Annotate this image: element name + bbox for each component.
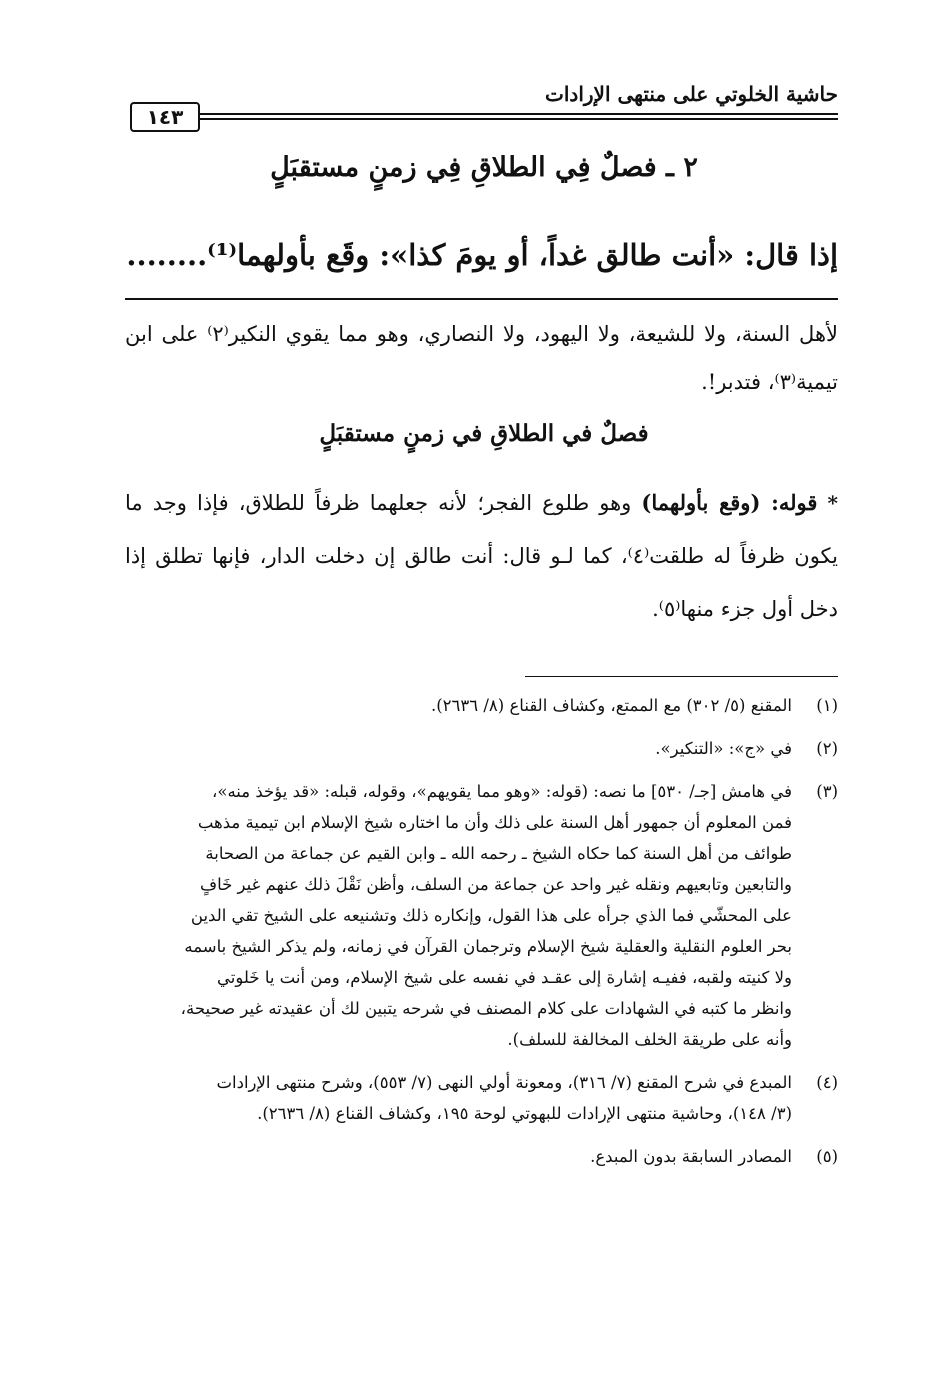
footnote-line: فمن المعلوم أن جمهور أهل السنة على ذلك وأن ما اختاره شيخ الإسلام ابن تيمية مذهب	[197, 813, 792, 832]
footnotes-section	[120, 690, 838, 1184]
header-rule-double	[200, 118, 838, 120]
footnote-number: (٢)	[816, 739, 838, 758]
footnote-line: على المحشّي فما الذي جرأه على هذا القول، وإنكاره ذلك وتشنيعه على الشيخ تقي الدين	[190, 906, 792, 925]
section-heading: فصلٌ في الطلاقِ في زمنٍ مستقبَلٍ	[319, 420, 649, 447]
footnote	[120, 733, 838, 764]
footnote-text	[120, 1067, 792, 1129]
footnote-line: في هامش [جـ/ ٥٣٠] ما نصه: (قوله: «وهو مما يقويهم»، وقوله، قبله: «قد يؤخذ منه»،	[212, 782, 792, 801]
matn-text: إذا قال: «أنت طالق غداً، أو يومَ كذا»: وقَع بأولهما⁽¹⁾........	[126, 238, 838, 272]
matn-divider	[125, 298, 838, 300]
footnote	[120, 690, 838, 721]
footnote-number: (٣)	[816, 782, 838, 801]
footnote-number: (٥)	[816, 1147, 838, 1166]
page-number: ١٤٣	[130, 102, 200, 132]
commentary-text: وهو طلوع الفجر؛ لأنه جعلهما ظرفاً للطلاق، فإذا وجد ما يكون ظرفاً له طلقت⁽٤⁾، كما لـو قال: أنت طالق إن دخلت الدار، فإنها تطلق إذا دخل أول جزء منها⁽٥⁾.	[125, 491, 838, 621]
footnote-line: المبدع في شرح المقنع (٧/ ٣١٦)، ومعونة أولي النهى (٧/ ٥٥٣)، وشرح منتهى الإرادات	[216, 1073, 792, 1092]
footnote	[120, 1067, 838, 1129]
footnote-number: (١)	[816, 696, 838, 715]
footnote-line: طوائف من أهل السنة كما حكاه الشيخ ـ رحمه الله ـ وابن القيم عن جماعة من الصحابة	[205, 844, 792, 863]
footnote-line: بحر العلوم النقلية والعقلية شيخ الإسلام وترجمان القرآن في زمانه، ولم يذكر الشيخ باسمه	[184, 937, 792, 956]
footnote-line: المصادر السابقة بدون المبدع.	[590, 1147, 792, 1166]
footnote-line: وأنه على طريقة الخلف المخالفة للسلف).	[507, 1030, 792, 1049]
footnote-line: وانظر ما كتبه في الشهادات على كلام المصنف في شرحه يتبين لك أن عقيدته غير صحيحة،	[180, 999, 792, 1018]
chapter-title: ٢ ـ فصلٌ فِي الطلاقِ فِي زمنٍ مستقبَلٍ	[270, 152, 698, 183]
footnote-text	[120, 776, 792, 1055]
footnote-text	[120, 733, 792, 764]
star-marker: *	[827, 491, 838, 515]
footnote-text	[120, 690, 792, 721]
header-rule	[200, 113, 838, 115]
footnote-line: (٣/ ١٤٨)، وحاشية منتهى الإرادات للبهوتي لوحة ١٩٥، وكشاف القناع (٨/ ٢٦٣٦).	[257, 1104, 792, 1123]
footnote-line: المقنع (٥/ ٣٠٢) مع الممتع، وكشاف القناع (٨/ ٢٦٣٦).	[430, 696, 792, 715]
footnote-line: والتابعين وتابعيهم ونقله غير واحد عن جماعة من السلف، وأظن نَقْلَ ذلك عنهم غير خَافٍ	[199, 875, 792, 894]
footnote-line: ولا كنيته ولقبه، ففيـه إشارة إلى عقـد في نفسه على شيخ الإسلام، ومن أنت يا خَلوتي	[217, 968, 792, 987]
footnote	[120, 1141, 838, 1172]
running-title: حاشية الخلوتي على منتهى الإرادات	[545, 82, 838, 106]
quoted-lemma: قوله: (وقع بأولهما)	[641, 490, 818, 515]
footnote-number: (٤)	[816, 1073, 838, 1092]
commentary-paragraph-2	[125, 476, 838, 636]
commentary-paragraph-1: لأهل السنة، ولا للشيعة، ولا اليهود، ولا النصاري، وهو مما يقوي النكير⁽٢⁾ على ابن تيمية⁽٣⁾، فتدبر!.	[125, 322, 838, 394]
footnote-text	[120, 1141, 792, 1172]
footnote	[120, 776, 838, 1055]
footnote-divider	[525, 676, 838, 677]
footnote-line: في «ج»: «التنكير».	[655, 739, 792, 758]
